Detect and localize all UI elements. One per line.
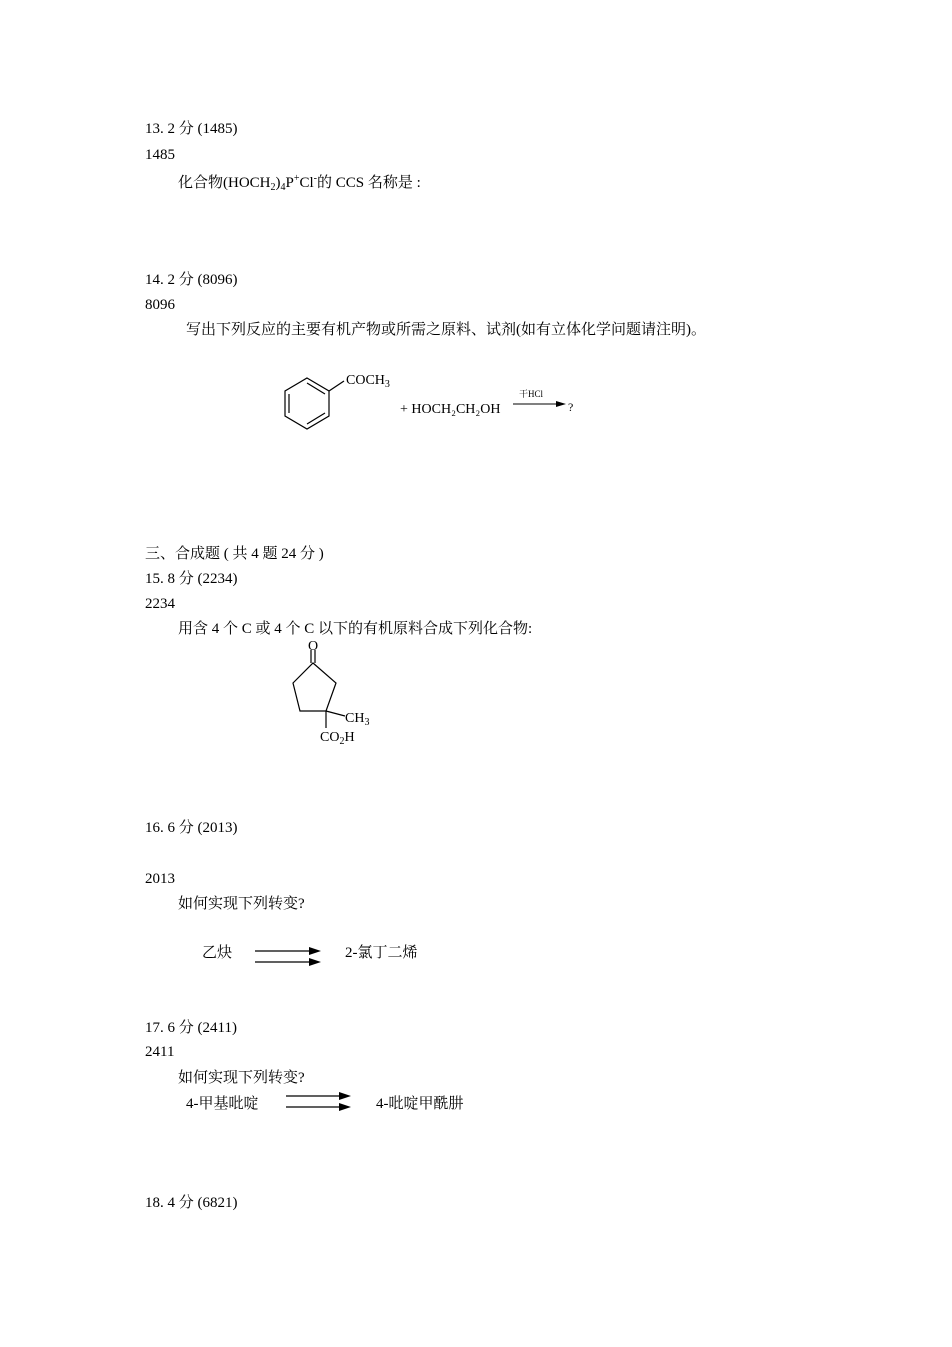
q13-paren: ) (275, 175, 281, 191)
reaction-arrowhead (556, 401, 566, 407)
q13-header: 13. 2 分 (1485) (145, 121, 238, 137)
q16-code: 2013 (145, 871, 175, 887)
q13-text-pre: 化合物(HOCH (178, 175, 271, 191)
q15-header: 15. 8 分 (2234) (145, 571, 238, 587)
q14-question-text: 写出下列反应的主要有机产物或所需之原料、试剂(如有立体化学问题请注明)。 (186, 322, 706, 338)
q16-header: 16. 6 分 (2013) (145, 820, 238, 836)
cyclopentanone-ring (293, 650, 345, 728)
q17-to-compound: 4-吡啶甲酰肼 (376, 1096, 464, 1112)
q15-code: 2234 (145, 596, 175, 612)
q13-p: P (285, 175, 294, 191)
section3-title: 三、合成题 ( 共 4 题 24 分 ) (145, 546, 324, 562)
reagent-label: + HOCH₂CH₂OH (400, 402, 501, 417)
acetyl-group-label: $COCH_3$ (346, 373, 390, 390)
q18-header: 18. 4 分 (6821) (145, 1195, 238, 1211)
q13-text-post: 的 CCS 名称是 : (317, 175, 421, 191)
q13-plus: + (293, 173, 300, 184)
q16-question-text: 如何实现下列转变? (178, 896, 305, 912)
q14-header: 14. 2 分 (8096) (145, 272, 238, 288)
q15-question-text: 用含 4 个 C 或 4 个 C 以下的有机原料合成下列化合物: (178, 621, 533, 637)
ketone-oxygen-label: O (308, 639, 319, 654)
q13-code: 1485 (145, 147, 175, 163)
q16-from-compound: 乙炔 (202, 945, 233, 961)
benzene-ring (285, 378, 344, 429)
methyl-label: $CH_3$ (345, 711, 370, 728)
q14-code: 8096 (145, 297, 175, 313)
carboxyl-label: $CO_2H$ (320, 730, 355, 747)
condition-label: 干HCl (519, 389, 544, 399)
q13-minus: - (313, 173, 318, 184)
q17-header: 17. 6 分 (2411) (145, 1020, 237, 1036)
q13-question-text (178, 170, 421, 197)
q16-to-compound: 2-氯丁二烯 (345, 945, 418, 961)
product-label: ? (568, 400, 574, 414)
q13-sub4: 4 (280, 182, 286, 193)
q17-from-compound: 4-甲基吡啶 (186, 1096, 259, 1112)
q13-sub2: 2 (270, 182, 276, 193)
q13-cl: Cl (299, 175, 314, 191)
q17-code: 2411 (145, 1044, 175, 1060)
q17-question-text: 如何实现下列转变? (178, 1070, 305, 1086)
